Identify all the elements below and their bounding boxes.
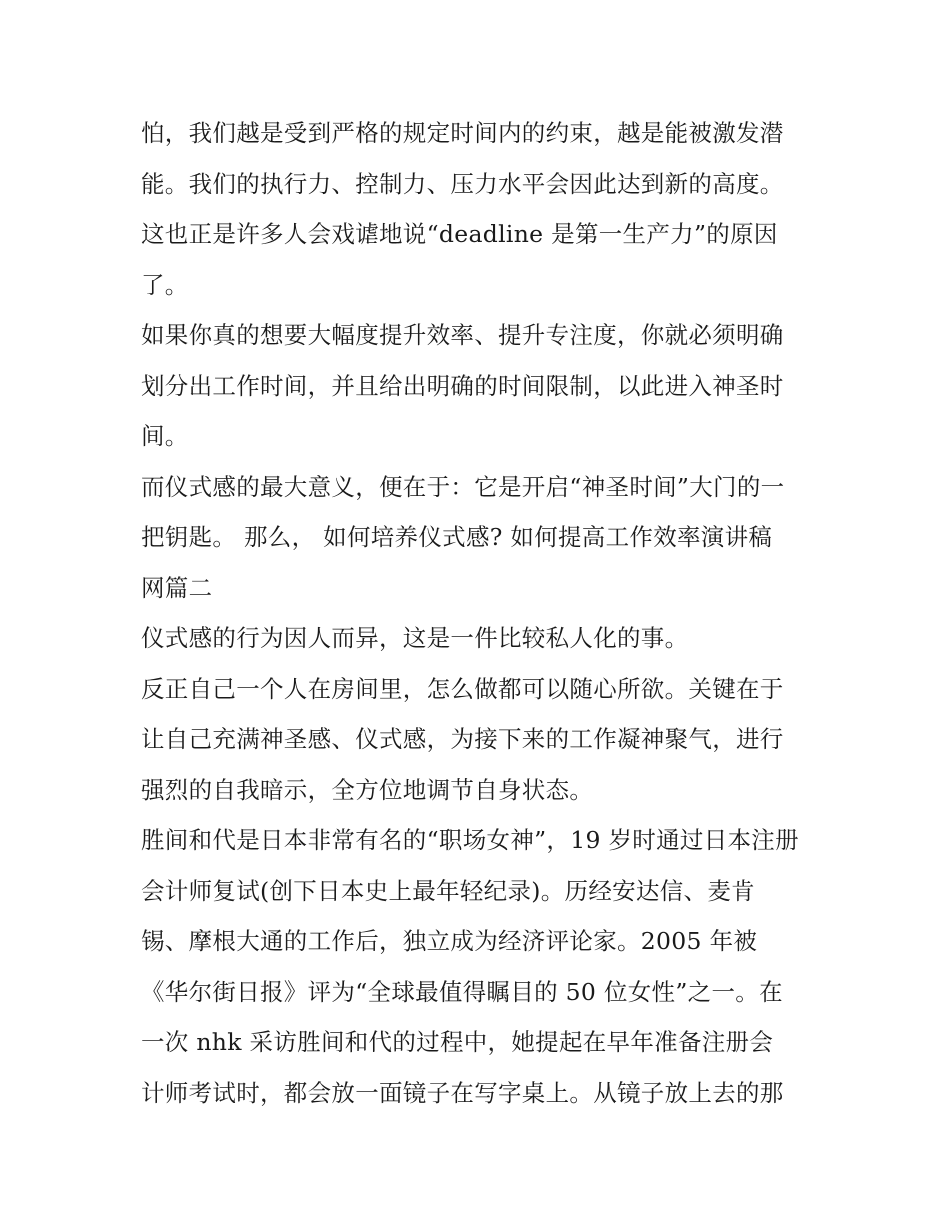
- text-line: 反正自己一个人在房间里，怎么做都可以随心所欲。关键在于: [141, 674, 784, 703]
- text-line: 强烈的自我暗示，全方位地调节自身状态。: [141, 775, 594, 804]
- text-line: 而仪式感的最大意义，便在于：它是开启“神圣时间”大门的一: [141, 472, 785, 501]
- text-line: 了。: [141, 270, 189, 299]
- text-line: 锡、摩根大通的工作后，独立成为经济评论家。2005 年被: [141, 927, 758, 955]
- document-body: [141, 108, 813, 1118]
- text-line: 仪式感的行为因人而异，这是一件比较私人化的事。: [141, 624, 689, 652]
- text-line: 网篇二: [141, 573, 213, 602]
- text-line: 能。我们的执行力、控制力、压力水平会因此达到新的高度。: [141, 169, 784, 198]
- text-line: 划分出工作时间，并且给出明确的时间限制，以此进入神圣时: [141, 371, 784, 400]
- text-line: 如果你真的想要大幅度提升效率、提升专注度，你就必须明确: [141, 321, 784, 349]
- text-line: 《华尔街日报》评为“全球最值得瞩目的 50 位女性”之一。在: [141, 977, 783, 1006]
- text-line: 这也正是许多人会戏谑地说“deadline 是第一生产力”的原因: [141, 220, 778, 248]
- text-line: 把钥匙。 那么， 如何培养仪式感? 如何提高工作效率演讲稿: [141, 523, 773, 551]
- text-line: 怕，我们越是受到严格的规定时间内的约束，越是能被激发潜: [141, 119, 784, 147]
- text-line: 会计师复试(创下日本史上最年轻纪录)。历经安达信、麦肯: [141, 876, 755, 905]
- text-line: 一次 nhk 采访胜间和代的过程中，她提起在早年准备注册会: [141, 1028, 774, 1056]
- text-line: 让自己充满神圣感、仪式感，为接下来的工作凝神聚气，进行: [141, 725, 784, 753]
- text-line: 间。: [141, 422, 189, 450]
- text-line: 计师考试时，都会放一面镜子在写字桌上。从镜子放上去的那: [141, 1078, 784, 1107]
- text-line: 胜间和代是日本非常有名的“职场女神”，19 岁时通过日本注册: [141, 826, 799, 854]
